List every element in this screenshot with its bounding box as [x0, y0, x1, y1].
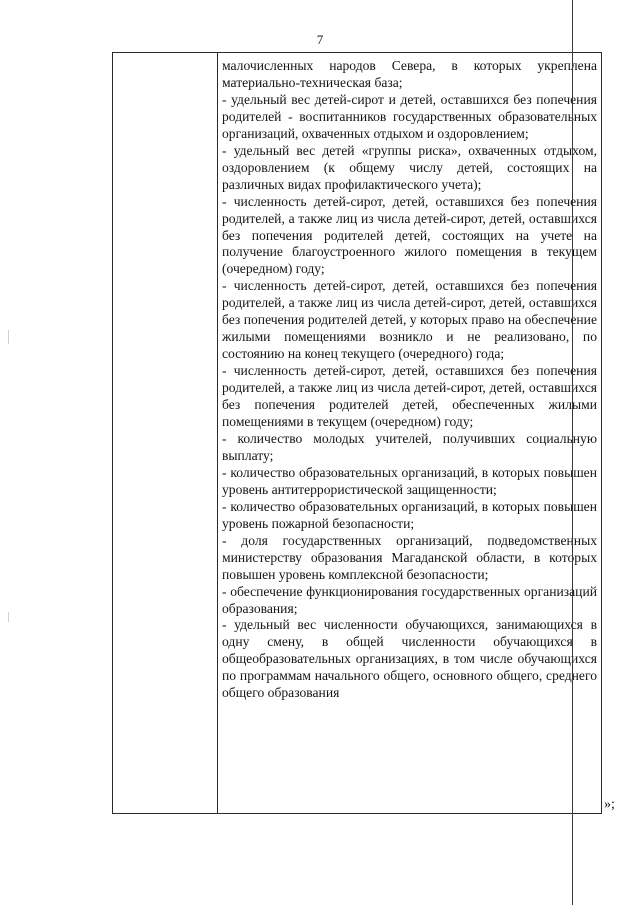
indicator-item-2: - удельный вес детей-сирот и детей, оставшихся без попечения родителей - воспитанников государственных образовательных организаций, охваченных отдыхом и оздоровлением;	[222, 91, 597, 141]
indicator-item-12: - удельный вес численности обучающихся, занимающихся в одну смену, в общей численности обучающихся в общеобразовательных организациях, в том числе обучающихся по программам начального общего, основного общего, среднего общего образования	[222, 617, 597, 701]
indicator-item-3: - удельный вес детей «группы риска», охваченных отдыхом, оздоровлением (к общему числу детей, состоящих на различных видах профилактического учета);	[222, 142, 597, 192]
indicator-item-9: - количество образовательных организаций, в которых повышен уровень пожарной безопасности;	[222, 498, 597, 531]
indicators-cell	[222, 58, 597, 702]
scan-binding-line	[572, 0, 573, 905]
indicator-item-6: - численность детей-сирот, детей, оставшихся без попечения родителей, а также лиц из числа детей-сирот, детей, оставшихся без попечения родителей детей, обеспеченных жилыми помещениями в текущем (очередном) году;	[222, 363, 597, 430]
scan-artifact	[8, 330, 9, 344]
closing-quote: »;	[604, 797, 615, 812]
indicator-item-10: - доля государственных организаций, подведомственных министерству образования Магаданской области, в которых повышен уровень комплексной безопасности;	[222, 532, 597, 582]
scan-artifact	[8, 612, 9, 622]
indicator-item-4: - численность детей-сирот, детей, оставшихся без попечения родителей, а также лиц из числа детей-сирот, детей, оставшихся без попечения родителей детей, состоящих на учете на получение благоустроенного жилого помещения в текущем (очередном) году;	[222, 193, 597, 277]
column-divider	[217, 52, 218, 814]
indicator-item-7: - количество молодых учителей, получивших социальную выплату;	[222, 430, 597, 463]
indicator-item-8: - количество образовательных организаций, в которых повышен уровень антитеррористической защищенности;	[222, 464, 597, 497]
page-number: 7	[316, 32, 324, 47]
indicator-item-5: - численность детей-сирот, детей, оставшихся без попечения родителей, а также лиц из числа детей-сирот, детей, оставшихся без попечения родителей детей, у которых право на обеспечение жилыми помещениями возникло и не реализовано, по состоянию на конец текущего (очередного) года;	[222, 278, 597, 362]
indicator-item-1: малочисленных народов Севера, в которых укреплена материально-техническая база;	[222, 58, 597, 90]
indicator-item-11: - обеспечение функционирования государственных организаций образования;	[222, 583, 597, 616]
